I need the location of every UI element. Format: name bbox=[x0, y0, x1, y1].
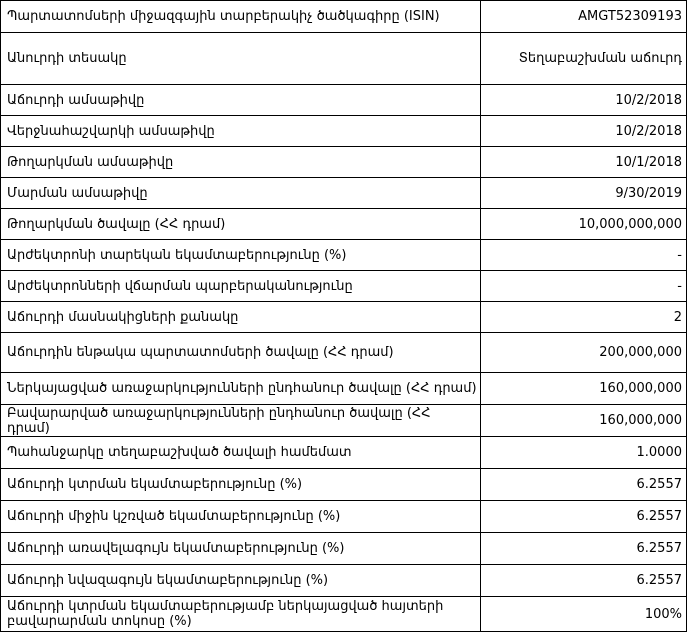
row-label-cutoff-yield: Աճուրդի կտրման եկամտաբերությունը (%) bbox=[1, 469, 481, 501]
row-label-coupon-frequency: Արժեկտրոնների վճարման պարբերականությունը bbox=[1, 271, 481, 302]
table-row bbox=[1, 209, 687, 240]
row-value-settlement-date: 10/2/2018 bbox=[481, 116, 687, 147]
row-label-auction-date: Աճուրդի ամսաթիվը bbox=[1, 85, 481, 116]
table-row bbox=[1, 405, 687, 437]
table-row bbox=[1, 33, 687, 85]
table-row bbox=[1, 501, 687, 533]
row-value-coupon-rate: - bbox=[481, 240, 687, 271]
table-row bbox=[1, 469, 687, 501]
row-value-issue-date: 10/1/2018 bbox=[481, 147, 687, 178]
row-value-auction-date: 10/2/2018 bbox=[481, 85, 687, 116]
table-row bbox=[1, 373, 687, 405]
row-value-offered-volume: 200,000,000 bbox=[481, 333, 687, 373]
table-row bbox=[1, 597, 687, 632]
row-value-max-yield: 6.2557 bbox=[481, 533, 687, 565]
row-label-isin: Պարտատոմսերի միջազգային տարբերակիչ ծածկագիրը (ISIN) bbox=[1, 1, 481, 33]
row-label-min-yield: Աճուրդի նվազագույն եկամտաբերությունը (%) bbox=[1, 565, 481, 597]
table-row bbox=[1, 533, 687, 565]
row-label-auction-type: Անուրդի տեսակը bbox=[1, 33, 481, 85]
row-value-weighted-avg-yield: 6.2557 bbox=[481, 501, 687, 533]
table-row bbox=[1, 437, 687, 469]
row-value-demand-ratio: 1.0000 bbox=[481, 437, 687, 469]
row-label-issue-volume: Թողարկման ծավալը (ՀՀ դրամ) bbox=[1, 209, 481, 240]
row-value-min-yield: 6.2557 bbox=[481, 565, 687, 597]
row-value-auction-type: Տեղաբաշխման աճուրդ bbox=[481, 33, 687, 85]
table-row bbox=[1, 147, 687, 178]
row-label-max-yield: Աճուրդի առավելագույն եկամտաբերությունը (%) bbox=[1, 533, 481, 565]
row-label-coupon-rate: Արժեկտրոնի տարեկան եկամտաբերությունը (%) bbox=[1, 240, 481, 271]
row-value-cutoff-satisfaction: 100% bbox=[481, 597, 687, 632]
table-row bbox=[1, 240, 687, 271]
row-label-satisfied-volume: Բավարարված առաջարկությունների ընդհանուր ծավալը (ՀՀ դրամ) bbox=[1, 405, 481, 437]
row-label-settlement-date: Վերջնահաշվարկի ամսաթիվը bbox=[1, 116, 481, 147]
row-value-bids-volume: 160,000,000 bbox=[481, 373, 687, 405]
row-label-weighted-avg-yield: Աճուրդի միջին կշռված եկամտաբերությունը (%) bbox=[1, 501, 481, 533]
row-label-cutoff-satisfaction: Աճուրդի կտրման եկամտաբերությամբ ներկայացված հայտերի բավարարման տոկոսը (%) bbox=[1, 597, 481, 632]
table-row bbox=[1, 302, 687, 333]
table-row bbox=[1, 116, 687, 147]
row-label-issue-date: Թողարկման ամսաթիվը bbox=[1, 147, 481, 178]
table-row bbox=[1, 178, 687, 209]
row-value-satisfied-volume: 160,000,000 bbox=[481, 405, 687, 437]
table-row bbox=[1, 85, 687, 116]
row-value-coupon-frequency: - bbox=[481, 271, 687, 302]
table-row bbox=[1, 1, 687, 33]
row-label-participants: Աճուրդի մասնակիցների քանակը bbox=[1, 302, 481, 333]
row-value-issue-volume: 10,000,000,000 bbox=[481, 209, 687, 240]
row-label-offered-volume: Աճուրդին ենթակա պարտատոմսերի ծավալը (ՀՀ դրամ) bbox=[1, 333, 481, 373]
row-value-maturity-date: 9/30/2019 bbox=[481, 178, 687, 209]
row-value-cutoff-yield: 6.2557 bbox=[481, 469, 687, 501]
table-row bbox=[1, 271, 687, 302]
table-row bbox=[1, 333, 687, 373]
row-value-participants: 2 bbox=[481, 302, 687, 333]
row-value-isin: AMGT52309193 bbox=[481, 1, 687, 33]
row-label-bids-volume: Ներկայացված առաջարկությունների ընդհանուր ծավալը (ՀՀ դրամ) bbox=[1, 373, 481, 405]
row-label-maturity-date: Մարման ամսաթիվը bbox=[1, 178, 481, 209]
row-label-demand-ratio: Պահանջարկը տեղաբաշխված ծավալի համեմատ bbox=[1, 437, 481, 469]
table-row bbox=[1, 565, 687, 597]
